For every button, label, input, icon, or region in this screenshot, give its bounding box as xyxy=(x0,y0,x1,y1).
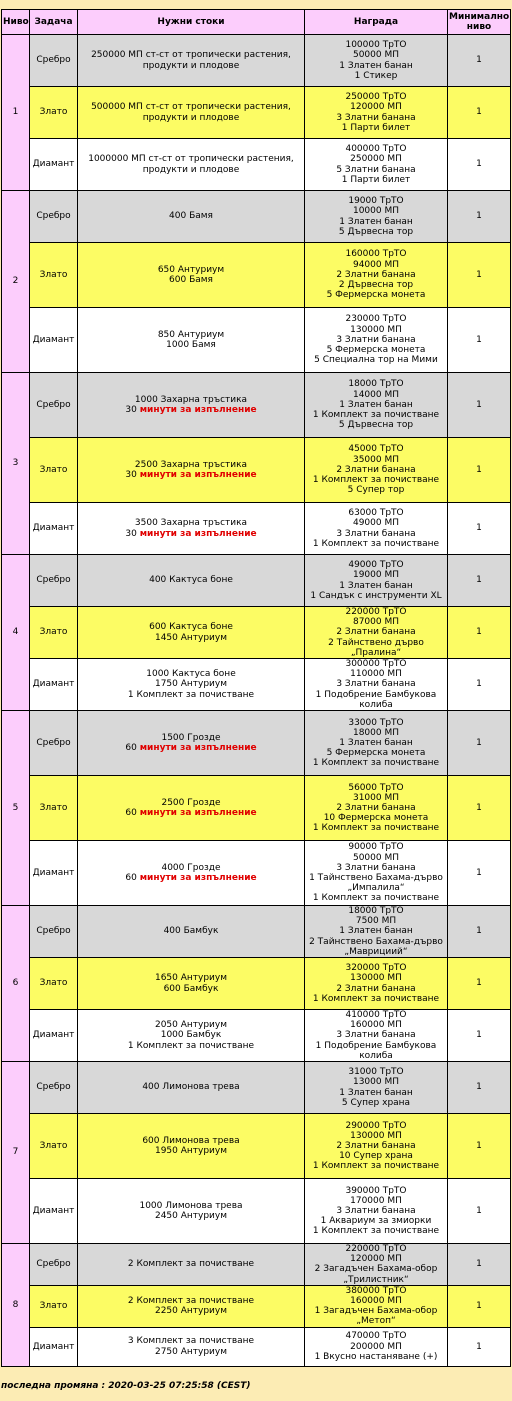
needed-item: 1950 Антуриум xyxy=(154,1146,228,1157)
reward-item: 290000 ТрТО xyxy=(345,1120,407,1131)
reward-item: 45000 ТрТО xyxy=(348,444,404,455)
needed-goods xyxy=(78,1010,305,1062)
quest-row xyxy=(2,841,511,906)
needed-item: 850 Антуриум xyxy=(157,329,225,340)
task-tier: Злато xyxy=(30,243,78,308)
task-tier: Диамант xyxy=(30,841,78,906)
reward-item: 320000 ТрТО xyxy=(345,963,407,974)
reward-item: 220000 ТрТО xyxy=(345,1244,407,1255)
min-level: 1 xyxy=(448,1327,511,1366)
needed-item: 1000 Бамя xyxy=(166,340,216,350)
reward xyxy=(305,1285,448,1327)
timer-label: минути за изпълнение xyxy=(139,743,257,754)
needed-item: 650 Антуриум xyxy=(157,264,225,275)
needed-goods xyxy=(78,906,305,958)
reward xyxy=(305,1327,448,1366)
level-number: 1 xyxy=(2,35,30,191)
task-tier: Сребро xyxy=(30,191,78,243)
reward-item: 33000 ТрТО xyxy=(348,717,404,728)
reward-item: 230000 ТрТО xyxy=(345,314,407,325)
task-tier: Злато xyxy=(30,1114,78,1179)
needed-item: 4000 Грозде xyxy=(161,862,221,873)
reward-item: 1 Златен банан xyxy=(339,580,413,591)
reward-item: 250000 ТрТО xyxy=(345,92,407,103)
timer-label: минути за изпълнение xyxy=(139,405,257,415)
reward-item: 1 Златен банан xyxy=(339,216,413,227)
task-tier: Злато xyxy=(30,1285,78,1327)
needed-goods xyxy=(78,373,305,438)
reward-item: 2 Тайнствено Бахама-дърво „Маврициий“ xyxy=(309,936,443,957)
needed-item: 600 Лимонова трева xyxy=(142,1135,240,1146)
reward-item: 200000 МП xyxy=(350,1341,402,1352)
reward-item: 1 Тайнствено Бахама-дърво „Импалила“ xyxy=(309,873,443,894)
needed-item: 500000 МП ст-ст от тропически растения, продукти и плодове xyxy=(91,102,291,123)
reward-item: 1 Вкусно настаняване (+) xyxy=(314,1351,438,1362)
reward xyxy=(305,1179,448,1244)
reward-item: 1 Аквариум за змиорки xyxy=(320,1216,432,1227)
min-level: 1 xyxy=(448,906,511,958)
reward xyxy=(305,607,448,659)
reward-item: 49000 ТрТО xyxy=(348,560,404,571)
reward-item: 130000 МП xyxy=(350,973,402,984)
quest-row xyxy=(2,1062,511,1114)
task-tier: Сребро xyxy=(30,373,78,438)
reward-item: 2 Златни банана xyxy=(336,269,416,280)
reward-item: 7500 МП xyxy=(355,916,397,927)
reward xyxy=(305,191,448,243)
level-number: 4 xyxy=(2,555,30,711)
needed-goods xyxy=(78,711,305,776)
task-tier: Сребро xyxy=(30,1244,78,1286)
task-tier: Сребро xyxy=(30,906,78,958)
needed-goods xyxy=(78,139,305,191)
needed-item: 1000 Кактуса боне xyxy=(146,669,236,680)
reward-item: 5 Дървесна тор xyxy=(338,420,414,431)
reward xyxy=(305,503,448,555)
reward-item: 3 Златни банана xyxy=(336,679,416,690)
task-tier: Диамант xyxy=(30,503,78,555)
reward-item: 300000 ТрТО xyxy=(345,659,407,670)
reward-item: 1 Комплект за почистване xyxy=(312,823,440,834)
reward-item: 410000 ТрТО xyxy=(345,1010,407,1021)
needed-item: 2 Комплект за почистване xyxy=(127,1296,255,1307)
min-level: 1 xyxy=(448,958,511,1010)
reward xyxy=(305,906,448,958)
reward-item: 56000 ТрТО xyxy=(348,782,404,793)
reward-item: 130000 МП xyxy=(350,1130,402,1141)
task-tier: Диамант xyxy=(30,659,78,711)
reward-item: 10 Супер храна xyxy=(339,1151,413,1162)
needed-goods xyxy=(78,958,305,1010)
reward-item: 1 Комплект за почистване xyxy=(312,475,440,486)
reward-item: 5 Дървесна тор xyxy=(338,226,414,237)
reward-item: 250000 МП xyxy=(350,154,402,165)
quest-row xyxy=(2,607,511,659)
task-tier: Сребро xyxy=(30,555,78,607)
reward-item: 1 Комплект за почистване xyxy=(312,758,440,769)
quest-row xyxy=(2,659,511,711)
reward-item: 1 Загадъчен Бахама-обор „Метоп“ xyxy=(314,1306,438,1327)
needed-goods xyxy=(78,1244,305,1286)
needed-item: 2050 Антуриум xyxy=(154,1020,228,1031)
quest-row xyxy=(2,555,511,607)
timer-minutes: 60 xyxy=(125,808,137,819)
reward-item: 94000 МП xyxy=(352,259,400,270)
header-task: Задача xyxy=(30,10,78,35)
reward-item: 10 Фермерска монета xyxy=(323,813,429,824)
reward xyxy=(305,555,448,607)
task-tier: Злато xyxy=(30,958,78,1010)
needed-item: 1750 Антуриум xyxy=(154,679,228,690)
reward xyxy=(305,139,448,191)
reward-item: 130000 МП xyxy=(350,324,402,335)
reward-item: 31000 ТрТО xyxy=(348,1067,404,1078)
reward-item: 5 Фермерска монета xyxy=(326,748,426,759)
reward xyxy=(305,841,448,906)
quest-row xyxy=(2,1114,511,1179)
reward-item: 1 Подобрение Бамбукова колиба xyxy=(315,689,437,710)
level-number: 3 xyxy=(2,373,30,555)
needed-item: 400 Кактуса боне xyxy=(149,575,233,586)
quest-row xyxy=(2,438,511,503)
needed-item: 1000 Захарна тръстика xyxy=(134,394,248,405)
needed-goods xyxy=(78,607,305,659)
quest-row xyxy=(2,1244,511,1286)
reward-item: 1 Златен банан xyxy=(339,1087,413,1098)
quest-row xyxy=(2,958,511,1010)
reward-item: 19000 МП xyxy=(352,570,400,581)
reward-item: 1 Комплект за почистване xyxy=(312,893,440,904)
reward-item: 49000 МП xyxy=(352,518,400,529)
min-level: 1 xyxy=(448,373,511,438)
reward-item: 1 Златен банан xyxy=(339,926,413,937)
level-number: 6 xyxy=(2,906,30,1062)
quest-row xyxy=(2,139,511,191)
min-level: 1 xyxy=(448,139,511,191)
needed-item: 1650 Антуриум xyxy=(154,973,228,984)
needed-item: 400 Бамбук xyxy=(163,926,219,937)
reward xyxy=(305,776,448,841)
task-tier: Злато xyxy=(30,607,78,659)
needed-goods xyxy=(78,555,305,607)
needed-item: 1450 Антуриум xyxy=(154,632,228,643)
needed-goods xyxy=(78,1114,305,1179)
reward-item: 5 Фермерска монета xyxy=(326,345,426,356)
level-number: 5 xyxy=(2,711,30,906)
reward-item: 3 Златни банана xyxy=(336,1030,416,1041)
needed-goods xyxy=(78,659,305,711)
min-level: 1 xyxy=(448,243,511,308)
reward-item: 1 Златен банан xyxy=(339,60,413,71)
reward-item: 1 Комплект за почистване xyxy=(312,1161,440,1172)
reward-item: 50000 МП xyxy=(352,852,400,863)
reward xyxy=(305,711,448,776)
last-modified: последна промяна : 2020-03-25 07:25:58 (CEST) xyxy=(1,1381,251,1391)
quest-body xyxy=(2,35,511,1367)
needed-item: 1 Комплект за почистване xyxy=(127,1040,255,1051)
needed-item: 600 Бамя xyxy=(169,275,213,285)
timer-label: минути за изпълнение xyxy=(139,873,257,884)
reward xyxy=(305,243,448,308)
min-level: 1 xyxy=(448,191,511,243)
quest-row xyxy=(2,1179,511,1244)
reward-item: 3 Златни банана xyxy=(336,1205,416,1216)
reward-item: 2 Златни банана xyxy=(336,464,416,475)
reward-item: 120000 МП xyxy=(350,1254,402,1265)
needed-goods xyxy=(78,243,305,308)
needed-item: 2 Комплект за почистване xyxy=(127,1259,255,1270)
needed-item: 2250 Антуриум xyxy=(154,1306,228,1317)
header-level: Ниво xyxy=(2,10,30,35)
level-number: 2 xyxy=(2,191,30,373)
reward-item: 1 Парти билет xyxy=(341,174,411,185)
reward-item: 120000 МП xyxy=(350,102,402,113)
min-level: 1 xyxy=(448,1010,511,1062)
quest-row xyxy=(2,1327,511,1366)
reward xyxy=(305,438,448,503)
header-min-level: Минимално ниво xyxy=(448,10,511,35)
task-tier: Сребро xyxy=(30,711,78,776)
needed-goods xyxy=(78,1285,305,1327)
reward xyxy=(305,35,448,87)
quest-row xyxy=(2,35,511,87)
reward-item: 1 Златен банан xyxy=(339,399,413,410)
quest-row xyxy=(2,1010,511,1062)
reward xyxy=(305,1010,448,1062)
needed-item: 2450 Антуриум xyxy=(154,1211,228,1222)
needed-item: 400 Бамя xyxy=(169,211,213,222)
needed-goods xyxy=(78,438,305,503)
needed-goods xyxy=(78,503,305,555)
needed-item: 250000 МП ст-ст от тропически растения, продукти и плодове xyxy=(91,50,291,71)
min-level: 1 xyxy=(448,607,511,659)
min-level: 1 xyxy=(448,1285,511,1327)
reward-item: 5 Специална тор на Мими xyxy=(314,355,438,366)
task-tier: Диамант xyxy=(30,1327,78,1366)
min-level: 1 xyxy=(448,841,511,906)
reward-item: 1 Комплект за почистване xyxy=(312,1226,440,1237)
reward-item: 18000 МП xyxy=(352,727,400,738)
task-tier: Сребро xyxy=(30,35,78,87)
min-level: 1 xyxy=(448,1114,511,1179)
reward-item: 1 Подобрение Бамбукова колиба xyxy=(315,1040,437,1061)
reward-item: 13000 МП xyxy=(352,1077,400,1088)
min-level: 1 xyxy=(448,1179,511,1244)
reward-item: 2 Дървесна тор xyxy=(338,280,414,291)
reward-item: 1 Сандък с инструменти XL xyxy=(310,590,442,601)
needed-goods xyxy=(78,35,305,87)
min-level: 1 xyxy=(448,1062,511,1114)
reward-item: 5 Супер тор xyxy=(347,485,405,496)
task-tier: Злато xyxy=(30,87,78,139)
reward-item: 2 Златни банана xyxy=(336,627,416,638)
reward-item: 2 Златни банана xyxy=(336,802,416,813)
quest-row xyxy=(2,1285,511,1327)
needed-item: 600 Кактуса боне xyxy=(149,622,233,633)
header-row xyxy=(2,10,511,35)
quest-row xyxy=(2,191,511,243)
needed-item: 2500 Захарна тръстика xyxy=(134,459,248,470)
timer-label: минути за изпълнение xyxy=(139,470,257,480)
needed-goods xyxy=(78,841,305,906)
reward-item: 390000 ТрТО xyxy=(345,1185,407,1196)
timer-label: минути за изпълнение xyxy=(139,808,257,819)
min-level: 1 xyxy=(448,711,511,776)
reward-item: 380000 ТрТО xyxy=(345,1285,407,1296)
timer-minutes: 30 xyxy=(125,528,137,539)
quest-row xyxy=(2,243,511,308)
reward-item: 31000 МП xyxy=(352,792,400,803)
needed-goods xyxy=(78,191,305,243)
task-tier: Диамант xyxy=(30,1179,78,1244)
reward-item: 100000 ТрТО xyxy=(345,40,407,51)
reward xyxy=(305,308,448,373)
needed-item: 3 Комплект за почистване xyxy=(127,1336,255,1347)
quests-table xyxy=(1,9,511,1367)
reward-item: 1 Комплект за почистване xyxy=(312,410,440,421)
quest-row xyxy=(2,776,511,841)
timer-minutes: 60 xyxy=(125,873,137,884)
timer-minutes: 30 xyxy=(125,405,137,415)
reward-item: 10000 МП xyxy=(352,206,400,217)
reward-item: 220000 ТрТО xyxy=(345,607,407,617)
reward-item: 14000 МП xyxy=(352,389,400,400)
reward xyxy=(305,373,448,438)
needed-goods xyxy=(78,776,305,841)
reward-item: 160000 МП xyxy=(350,1020,402,1031)
reward xyxy=(305,1114,448,1179)
min-level: 1 xyxy=(448,1244,511,1286)
min-level: 1 xyxy=(448,308,511,373)
quest-row xyxy=(2,308,511,373)
reward-item: 5 Златни банана xyxy=(336,164,416,175)
reward-item: 50000 МП xyxy=(352,50,400,61)
task-tier: Диамант xyxy=(30,139,78,191)
reward-item: 2 Златни банана xyxy=(336,983,416,994)
quest-row xyxy=(2,711,511,776)
needed-goods xyxy=(78,1179,305,1244)
header-reward: Награда xyxy=(305,10,448,35)
reward-item: 160000 МП xyxy=(350,1296,402,1307)
min-level: 1 xyxy=(448,659,511,711)
min-level: 1 xyxy=(448,776,511,841)
reward xyxy=(305,958,448,1010)
needed-goods xyxy=(78,1062,305,1114)
level-number: 8 xyxy=(2,1244,30,1367)
needed-item: 1000 Лимонова трева xyxy=(139,1200,243,1211)
reward-item: 90000 ТрТО xyxy=(348,842,404,853)
reward xyxy=(305,87,448,139)
reward-item: 2 Загадъчен Бахама-обор „Трилистник“ xyxy=(314,1264,438,1285)
reward-item: 18000 ТрТО xyxy=(348,379,404,390)
reward-item: 110000 МП xyxy=(350,669,402,680)
timer-label: минути за изпълнение xyxy=(139,528,257,539)
min-level: 1 xyxy=(448,87,511,139)
needed-goods xyxy=(78,308,305,373)
needed-item: 600 Бамбук xyxy=(163,983,219,994)
reward-item: 5 Фермерска монета xyxy=(326,290,426,301)
task-tier: Злато xyxy=(30,438,78,503)
needed-item: 2500 Грозде xyxy=(161,797,221,808)
reward-item: 3 Златни банана xyxy=(336,112,416,123)
reward-item: 2 Златни банана xyxy=(336,1140,416,1151)
reward-item: 1 Комплект за почистване xyxy=(312,538,440,549)
reward xyxy=(305,659,448,711)
task-tier: Злато xyxy=(30,776,78,841)
reward-item: 1 Златен банан xyxy=(339,737,413,748)
reward-item: 3 Златни банана xyxy=(336,862,416,873)
min-level: 1 xyxy=(448,503,511,555)
needed-item: 1000000 МП ст-ст от тропически растения, продукти и плодове xyxy=(88,154,294,175)
timer-minutes: 30 xyxy=(125,470,137,480)
needed-item: 2750 Антуриум xyxy=(154,1346,228,1357)
needed-item: 1 Комплект за почистване xyxy=(127,689,255,700)
reward xyxy=(305,1244,448,1286)
reward-item: 18000 ТрТО xyxy=(348,906,404,917)
reward-item: 3 Златни банана xyxy=(336,528,416,539)
reward-item: 400000 ТрТО xyxy=(345,144,407,155)
needed-item: 3500 Захарна тръстика xyxy=(134,518,248,529)
task-tier: Сребро xyxy=(30,1062,78,1114)
reward-item: 3 Златни банана xyxy=(336,334,416,345)
needed-goods xyxy=(78,1327,305,1366)
quest-row xyxy=(2,373,511,438)
quest-row xyxy=(2,503,511,555)
min-level: 1 xyxy=(448,438,511,503)
quest-row xyxy=(2,906,511,958)
level-number: 7 xyxy=(2,1062,30,1244)
task-tier: Диамант xyxy=(30,308,78,373)
reward-item: 160000 ТрТО xyxy=(345,249,407,260)
min-level: 1 xyxy=(448,35,511,87)
reward-item: 2 Тайнствено дърво „Пралина“ xyxy=(328,637,424,658)
task-tier: Диамант xyxy=(30,1010,78,1062)
reward-item: 470000 ТрТО xyxy=(345,1331,407,1342)
reward-item: 35000 МП xyxy=(352,454,400,465)
min-level: 1 xyxy=(448,555,511,607)
needed-item: 400 Лимонова трева xyxy=(142,1082,240,1093)
reward-item: 1 Комплект за почистване xyxy=(312,993,440,1004)
reward-item: 19000 ТрТО xyxy=(348,196,404,207)
reward-item: 5 Супер храна xyxy=(341,1097,411,1108)
header-needed: Нужни стоки xyxy=(78,10,305,35)
reward-item: 170000 МП xyxy=(350,1195,402,1206)
needed-item: 1500 Грозде xyxy=(161,732,221,743)
needed-goods xyxy=(78,87,305,139)
reward-item: 1 Парти билет xyxy=(341,122,411,133)
reward xyxy=(305,1062,448,1114)
reward-item: 1 Стикер xyxy=(354,70,398,81)
reward-item: 87000 МП xyxy=(352,617,400,628)
needed-item: 1000 Бамбук xyxy=(160,1030,222,1041)
reward-item: 63000 ТрТО xyxy=(348,508,404,519)
timer-minutes: 60 xyxy=(125,743,137,754)
quest-row xyxy=(2,87,511,139)
